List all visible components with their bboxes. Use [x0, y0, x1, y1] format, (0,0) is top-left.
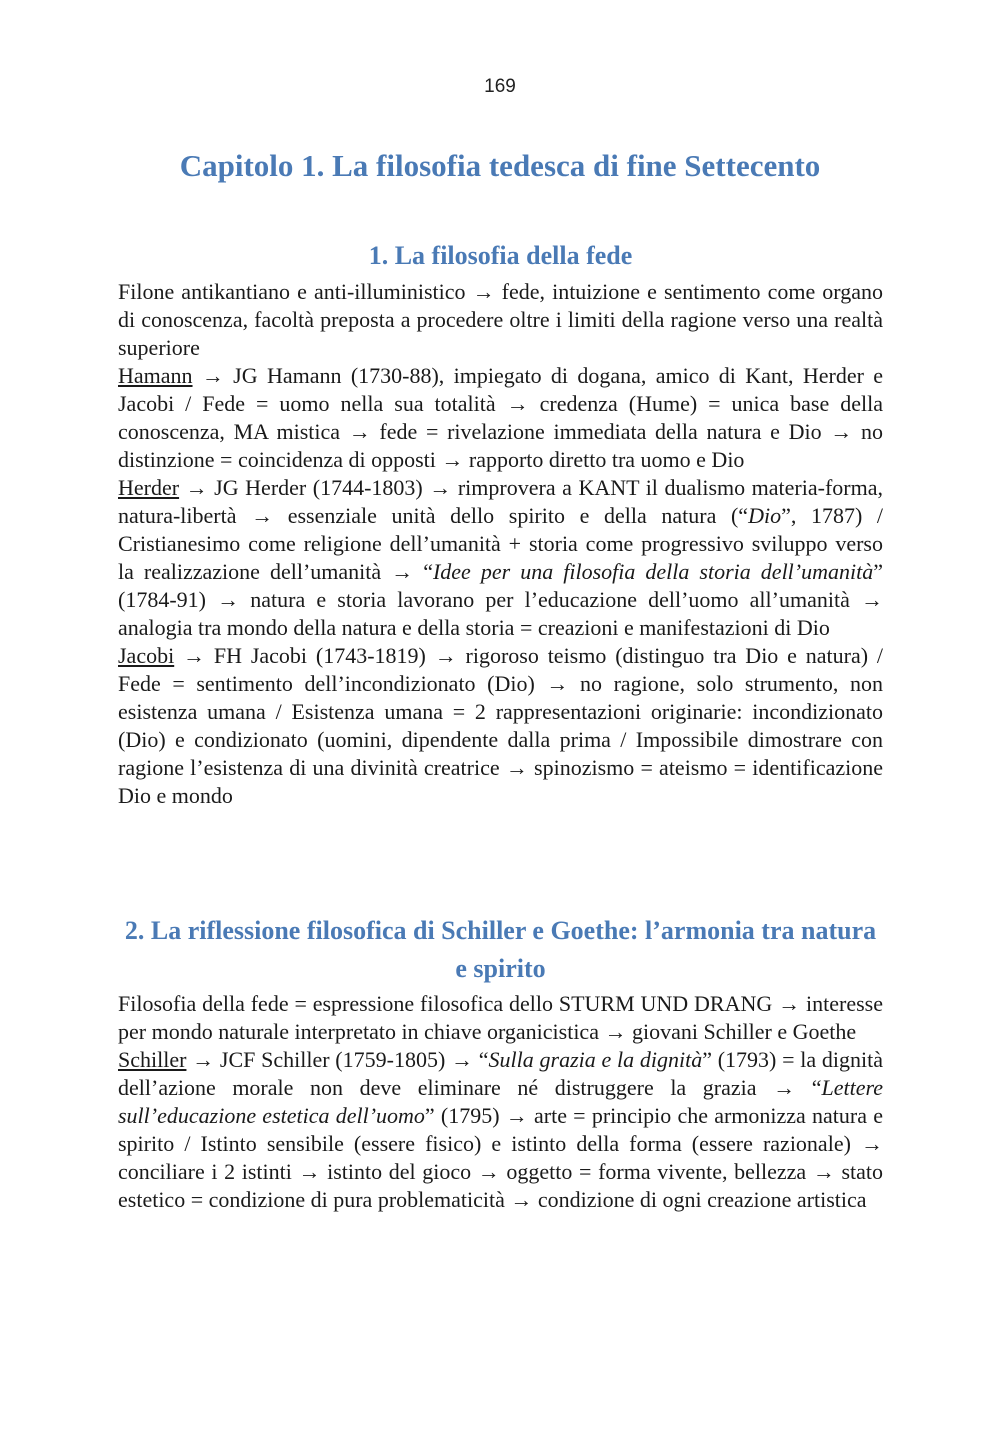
section-2-title: 2. La riflessione filosofica di Schiller e Goethe: l’armonia tra natura e spirito: [124, 916, 877, 983]
herder-text-c: ” (1784-91) → natura e storia lavorano per l’educazione dell’uomo all’umanità → analogia tra mondo della natura e della storia = creazioni e manifestazioni di Dio: [118, 559, 883, 640]
jacobi-heading: Jacobi: [118, 643, 175, 668]
section-1-title: 1. La filosofia della fede: [368, 241, 633, 270]
page-number: 169: [484, 76, 516, 97]
jacobi-paragraph: [118, 642, 883, 810]
chapter-title: Capitolo 1. La filosofia tedesca di fine Settecento: [179, 148, 821, 183]
herder-work-dio: Dio: [748, 503, 782, 528]
jacobi-text: → FH Jacobi (1743-1819) → rigoroso teismo (distinguo tra Dio e natura) / Fede = sentimento dell’incondizionato (Dio) → no ragione, solo strumento, non esistenza umana / Esistenza umana = 2 rappresentazioni originarie: incondizionato (Dio) e condizionato (uomini, dipendente dalla prima / Impossibile dimostrare con ragione l’esistenza di una divinità creatrice → spinozismo = ateismo = identificazione Dio e mondo: [118, 643, 883, 808]
schiller-heading: Schiller: [118, 1047, 187, 1072]
herder-paragraph: [118, 474, 883, 642]
schiller-text-b: ” (1793) = la dignità dell’azione morale non deve eliminare né distruggere la grazia → “: [118, 1047, 883, 1100]
schiller-work-lettere: Lettere sull’educazione estetica dell’uomo: [118, 1075, 883, 1128]
schiller-work-grazia: Sulla grazia e la dignità: [488, 1047, 703, 1072]
section-1-body: [118, 278, 883, 810]
schiller-text-c: ” (1795) → arte = principio che armonizza natura e spirito / Istinto sensibile (essere fisico) e istinto della forma (essere razionale) → conciliare i 2 istinti → istinto del gioco → oggetto = forma vivente, bellezza → stato estetico = condizione di pura problematicità → condizione di ogni creazione artistica: [118, 1103, 883, 1212]
schiller-paragraph: [118, 1046, 883, 1214]
schiller-text-a: → JCF Schiller (1759-1805) → “: [186, 1047, 489, 1072]
hamann-paragraph: [118, 362, 883, 474]
herder-heading: Herder: [118, 475, 180, 500]
section-1-intro: Filone antikantiano e anti-illuministico → fede, intuizione e sentimento come organo di conoscenza, facoltà preposta a procedere oltre i limiti della ragione verso una realtà superiore: [118, 279, 883, 360]
hamann-text: → JG Hamann (1730-88), impiegato di dogana, amico di Kant, Herder e Jacobi / Fede = uomo nella sua totalità → credenza (Hume) = unica base della conoscenza, MA mistica → fede = rivelazione immediata della natura e Dio → no distinzione = coincidenza di opposti → rapporto diretto tra uomo e Dio: [118, 363, 883, 472]
herder-text-a: → JG Herder (1744-1803) → rimprovera a KANT il dualismo materia-forma, natura-libertà → essenziale unità dello spirito e della natura (“: [118, 475, 883, 528]
herder-work-idee: Idee per una filosofia della storia dell’umanità: [432, 559, 874, 584]
section-2-body: [118, 990, 883, 1214]
section-2-intro: Filosofia della fede = espressione filosofica dello STURM UND DRANG → interesse per mondo naturale interpretato in chiave organicistica → giovani Schiller e Goethe: [118, 991, 883, 1044]
hamann-heading: Hamann: [118, 363, 193, 388]
herder-text-b: ”, 1787) / Cristianesimo come religione dell’umanità + storia come progressivo sviluppo verso la realizzazione dell’umanità → “: [118, 503, 884, 584]
